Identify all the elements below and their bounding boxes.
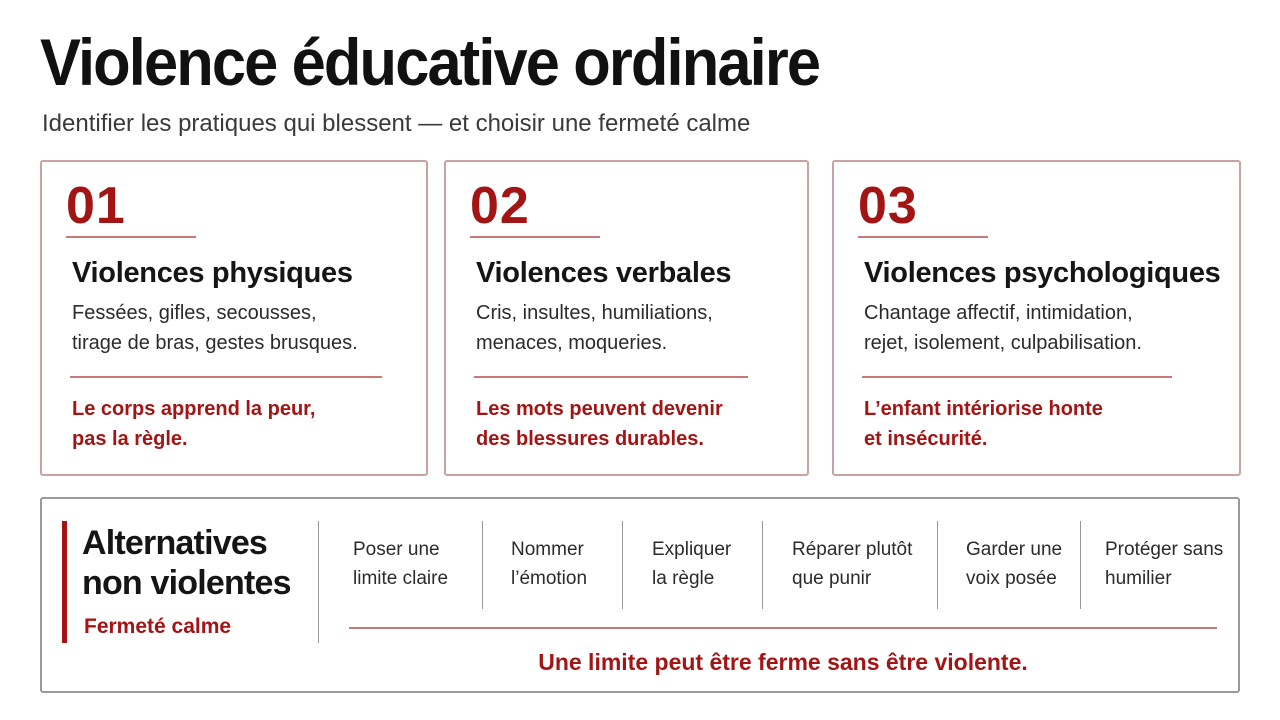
alternative-item-line: Nommer [511, 539, 584, 560]
alternatives-subtitle: Fermeté calme [84, 615, 232, 638]
card-note [864, 394, 1103, 454]
alternative-item [792, 535, 912, 593]
alternative-item-line: Garder une [966, 539, 1063, 560]
divider [474, 376, 748, 378]
accent-bar [62, 521, 67, 643]
card-number: 03 [858, 177, 918, 235]
card-heading: Violences physiques [72, 257, 353, 289]
card-physical-violence [40, 160, 428, 476]
page-title: Violence éducative ordinaire [40, 25, 820, 99]
divider [622, 521, 623, 609]
card-note-line: Les mots peuvent devenir [476, 398, 723, 420]
alternative-item-line: Protéger sans [1105, 539, 1224, 560]
card-note [72, 394, 315, 454]
alternative-item-line: Poser une [353, 539, 440, 560]
card-number: 01 [66, 177, 126, 235]
card-description-line: Cris, insultes, humiliations, [476, 302, 713, 324]
divider [937, 521, 938, 609]
card-description-line: rejet, isolement, culpabilisation. [864, 332, 1142, 354]
alternative-item-line: limite claire [353, 568, 449, 589]
divider [70, 376, 382, 378]
card-description-line: Chantage affectif, intimidation, [864, 302, 1133, 324]
divider [1080, 521, 1081, 609]
alternative-item [1105, 535, 1223, 593]
card-description-line: tirage de bras, gestes brusques. [72, 332, 358, 354]
card-note [476, 394, 723, 454]
alternatives-panel [40, 497, 1240, 693]
alternative-item [353, 535, 448, 593]
card-description-line: menaces, moqueries. [476, 332, 668, 354]
alternative-item-line: la règle [652, 568, 715, 589]
alternative-item [652, 535, 731, 593]
divider [66, 236, 196, 238]
alternative-item-line: que punir [792, 568, 872, 589]
divider [482, 521, 483, 609]
page-subtitle: Identifier les pratiques qui blessent — et choisir une fermeté calme [42, 110, 751, 137]
alternative-item-line: Réparer plutôt [792, 539, 913, 560]
card-heading: Violences psychologiques [864, 257, 1221, 289]
card-number: 02 [470, 177, 530, 235]
divider [762, 521, 763, 609]
card-note-line: des blessures durables. [476, 428, 704, 450]
card-description [476, 298, 713, 358]
card-note-line: pas la règle. [72, 428, 188, 450]
card-psychological-violence [832, 160, 1241, 476]
divider [349, 627, 1217, 629]
card-note-line: et insécurité. [864, 428, 988, 450]
card-heading: Violences verbales [476, 257, 732, 289]
divider [470, 236, 600, 238]
alternative-item-line: Expliquer [652, 539, 732, 560]
card-description-line: Fessées, gifles, secousses, [72, 302, 317, 324]
alternatives-title-line: non violentes [82, 564, 291, 602]
alternatives-title-line: Alternatives [82, 524, 268, 562]
alternative-item-line: humilier [1105, 568, 1172, 589]
alternative-item-line: voix posée [966, 568, 1057, 589]
card-verbal-violence [444, 160, 809, 476]
divider [862, 376, 1172, 378]
divider [318, 521, 319, 643]
card-description [72, 298, 358, 358]
card-note-line: Le corps apprend la peur, [72, 398, 316, 420]
card-description [864, 298, 1142, 358]
alternative-item [511, 535, 587, 593]
card-note-line: L’enfant intériorise honte [864, 398, 1103, 420]
alternative-item-line: l’émotion [511, 568, 588, 589]
alternatives-footer: Une limite peut être ferme sans être violente. [538, 649, 1028, 675]
divider [858, 236, 988, 238]
alternatives-title [82, 523, 291, 603]
alternative-item [966, 535, 1062, 593]
